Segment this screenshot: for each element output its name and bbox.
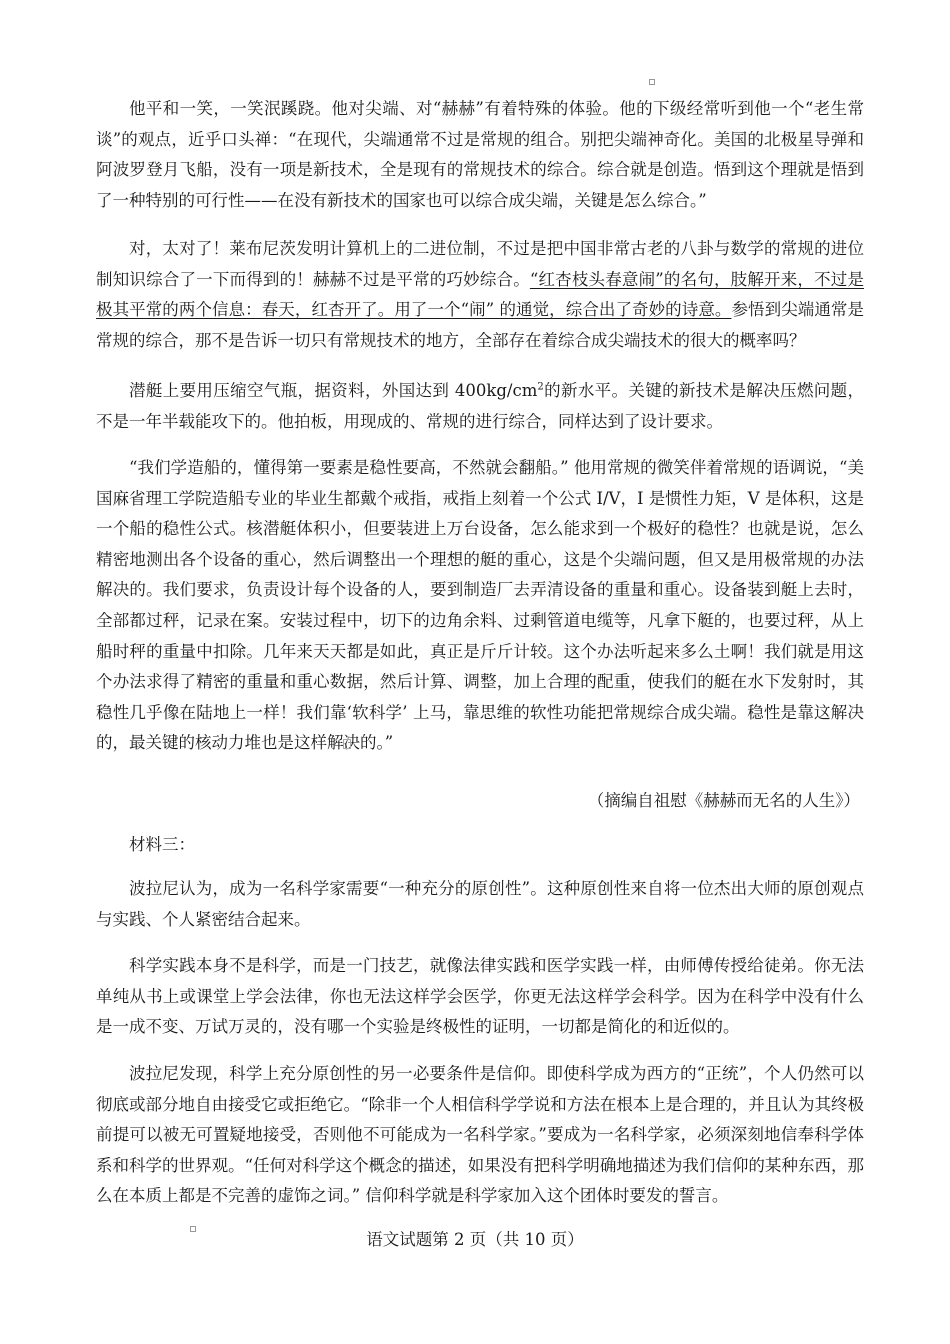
- paragraph-3-text-b: 的新水平。关键的新技术是解决压燃问题，不是一年半载能攻下的。他拍板，用现成的、常规的进行综合，同样达到了设计要求。: [96, 381, 865, 431]
- paragraph-2: [96, 234, 864, 356]
- paragraph-7: 波拉尼发现，科学上充分原创性的另一必要条件是信仰。即使科学成为西方的“正统”，个人仍然可以彻底或部分地自由接受它或拒绝它。“除非一个人相信科学学说和方法在根本上是合理的，并且认为其终极前提可以被无可置疑地接受，否则他不可能成为一名科学家。”要成为一名科学家，必须深刻地信奉科学体系和科学的世界观。“任何对科学这个概念的描述，如果没有把科学明确地描述为我们信仰的某种东西，那么在本质上都是不完善的虚饰之词。” 信仰科学就是科学家加入这个团体时要发的誓言。: [96, 1064, 864, 1206]
- page-footer: 语文试题第 2 页（共 10 页）: [366, 1230, 584, 1249]
- paragraph-3-text-a: 潜艇上要用压缩空气瓶，据资料，外国达到 400kg/cm: [129, 381, 538, 400]
- paragraph-1: 他平和一笑，一笑泯蹊跷。他对尖端、对“赫赫”有着特殊的体验。他的下级经常听到他一个“老生常谈”的观点，近乎口头禅：“在现代，尖端通常不过是常规的组合。别把尖端神奇化。美国的北极星导弹和阿波罗登月飞船，没有一项是新技术，全是现有的常规技术的综合。综合就是创造。悟到这个理就是悟到了一种特别的可行性——在没有新技术的国家也可以综合成尖端，关键是怎么综合。”: [96, 99, 864, 210]
- section-heading: 材料三：: [129, 835, 195, 854]
- paragraph-2-text-a: 对，太对了！莱布尼茨发明计算机上的二进位制，不过是把中国非常古老的八卦与数学的常规的进位制知识综合了一下而得到的！赫赫不过是平常的巧妙综合。: [96, 239, 864, 289]
- paragraph-4: “我们学造船的，懂得第一要素是稳性要高，不然就会翻船。” 他用常规的微笑伴着常规的语调说，“美国麻省理工学院造船专业的毕业生都戴个戒指，戒指上刻着一个公式 I/V，I 是惯性力矩，V 是体积，这是一个船的稳性公式。核潜艇体积小，但要装进上万台设备，怎么能求到一个极好的稳性？也就是说，怎么精密地测出各个设备的重心，然后调整出一个理想的艇的重心，这是个尖端问题，但又是用极常规的办法解决的。我们要求，负责设计每个设备的人，要到制造厂去弄清设备的重量和重心。设备装到艇上去时，全部都过秤，记录在案。安装过程中，切下的边角余料、过剩管道电缆等，凡拿下艇的，也要过秤，从上船时秤的重量中扣除。几年来天天都是如此，真正是斤斤计较。这个办法听起来多么土啊！我们就是用这个办法求得了精密的重量和重心数据，然后计算、调整，加上合理的配重，使我们的艇在水下发射时，其稳性几乎像在陆地上一样！我们靠‘软科学’ 上马，靠思维的软性功能把常规综合成尖端。稳性是靠这解决的，最关键的核动力堆也是这样解决的。”: [96, 458, 864, 753]
- superscript: 2: [537, 381, 544, 393]
- paragraph-5: 波拉尼认为，成为一名科学家需要“一种充分的原创性”。这种原创性来自将一位杰出大师的原创观点与实践、个人紧密结合起来。: [96, 879, 864, 929]
- paragraph-2-text-b: 参悟到尖端通常是常规的综合，那不是告诉一切只有常规技术的地方，全部存在着综合成尖端技术的很大的概率吗？: [96, 300, 864, 350]
- source-citation: （摘编自祖慰《赫赫而无名的人生》）: [587, 791, 860, 810]
- scan-mark: [649, 79, 655, 85]
- scan-mark: [343, 739, 351, 749]
- underlined-quote: “红杏枝头春意闹”的名句，肢解开来，不过是极其平常的两个信息：春天，红杏开了。用了一个“闹” 的通觉，综合出了奇妙的诗意。: [96, 269, 864, 320]
- paragraph-3: [96, 376, 864, 437]
- paragraph-6: 科学实践本身不是科学，而是一门技艺，就像法律实践和医学实践一样，由师傅传授给徒弟。你无法单纯从书上或课堂上学会法律，你也无法这样学会医学，你更无法这样学会科学。因为在科学中没有什么是一成不变、万试万灵的，没有哪一个实验是终极性的证明，一切都是简化的和近似的。: [96, 956, 864, 1037]
